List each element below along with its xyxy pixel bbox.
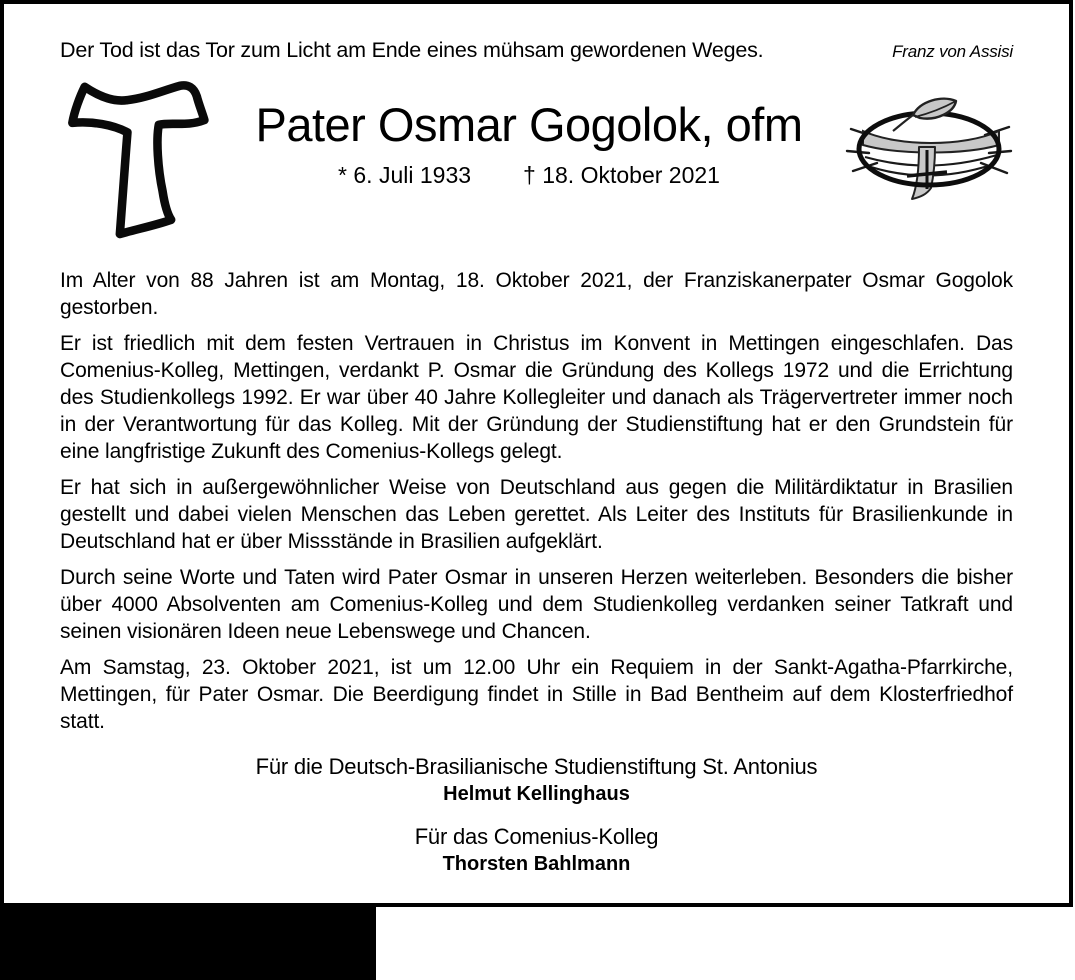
paragraph-death-announcement: Im Alter von 88 Jahren ist am Montag, 18. Oktober 2021, der Franziskanerpater Osmar Gogolok gestorben.	[60, 269, 1013, 319]
header-center	[215, 73, 843, 189]
signature-organization: Für die Deutsch-Brasilianische Studienstiftung St. Antonius	[255, 754, 818, 779]
paragraph-kolleg-history: Er ist friedlich mit dem festen Vertrauen in Christus im Konvent in Mettingen eingeschlafen. Das Comenius-Kolleg, Mettingen, verdankt P. Osmar die Gründung des Kollegs 1972 und die Errichtung des Studienkollegs 1992. Er war über 40 Jahre Kollegleiter und danach als Trägervertreter immer noch in der Verantwortung für das Kolleg. Mit der Gründung der Studienstiftung hat er den Grundstein für eine langfristige Zukunft des Comenius-Kollegs gelegt.	[60, 332, 1013, 463]
redaction-block	[0, 907, 376, 980]
globe-tau-leaf-emblem-icon	[843, 73, 1013, 207]
death-date: † 18. Oktober 2021	[523, 162, 720, 188]
signatures	[60, 753, 1013, 877]
paragraph-funeral-info: Am Samstag, 23. Oktober 2021, ist um 12.00 Uhr ein Requiem in der Sankt-Agatha-Pfarrkirche, Mettingen, für Pater Osmar. Die Beerdigung findet in Stille in Bad Bentheim auf dem Klosterfriedhof statt.	[60, 656, 1013, 733]
epigraph-attribution: Franz von Assisi	[892, 42, 1013, 61]
paragraph-brazil-activism: Er hat sich in außergewöhnlicher Weise von Deutschland aus gegen die Militärdiktatur in Brasilien gestellt und dabei vielen Menschen das Leben gerettet. Als Leiter des Instituts für Brasilienkunde in Deutschland hat er über Missstände in Brasilien aufgeklärt.	[60, 476, 1013, 553]
deceased-name: Pater Osmar Gogolok, ofm	[255, 98, 803, 151]
signature-block	[60, 823, 1013, 877]
tau-cross-icon	[60, 73, 215, 245]
signature-name: Thorsten Bahlmann	[442, 853, 631, 875]
life-dates	[215, 162, 843, 189]
signature-block	[60, 753, 1013, 807]
notice-header	[60, 73, 1013, 253]
epigraph	[60, 38, 1013, 63]
paragraph-legacy: Durch seine Worte und Taten wird Pater Osmar in unseren Herzen weiterleben. Besonders die bisher über 4000 Absolventen am Comenius-Kolleg und dem Studienkolleg verdanken seiner Tatkraft und seinen visionären Ideen neue Lebenswege und Chancen.	[60, 566, 1013, 643]
birth-date: * 6. Juli 1933	[338, 162, 472, 188]
signature-name: Helmut Kellinghaus	[443, 783, 630, 805]
signature-organization: Für das Comenius-Kolleg	[414, 824, 659, 849]
epigraph-quote: Der Tod ist das Tor zum Licht am Ende eines mühsam gewordenen Weges.	[60, 38, 764, 62]
obituary-body	[60, 267, 1013, 735]
